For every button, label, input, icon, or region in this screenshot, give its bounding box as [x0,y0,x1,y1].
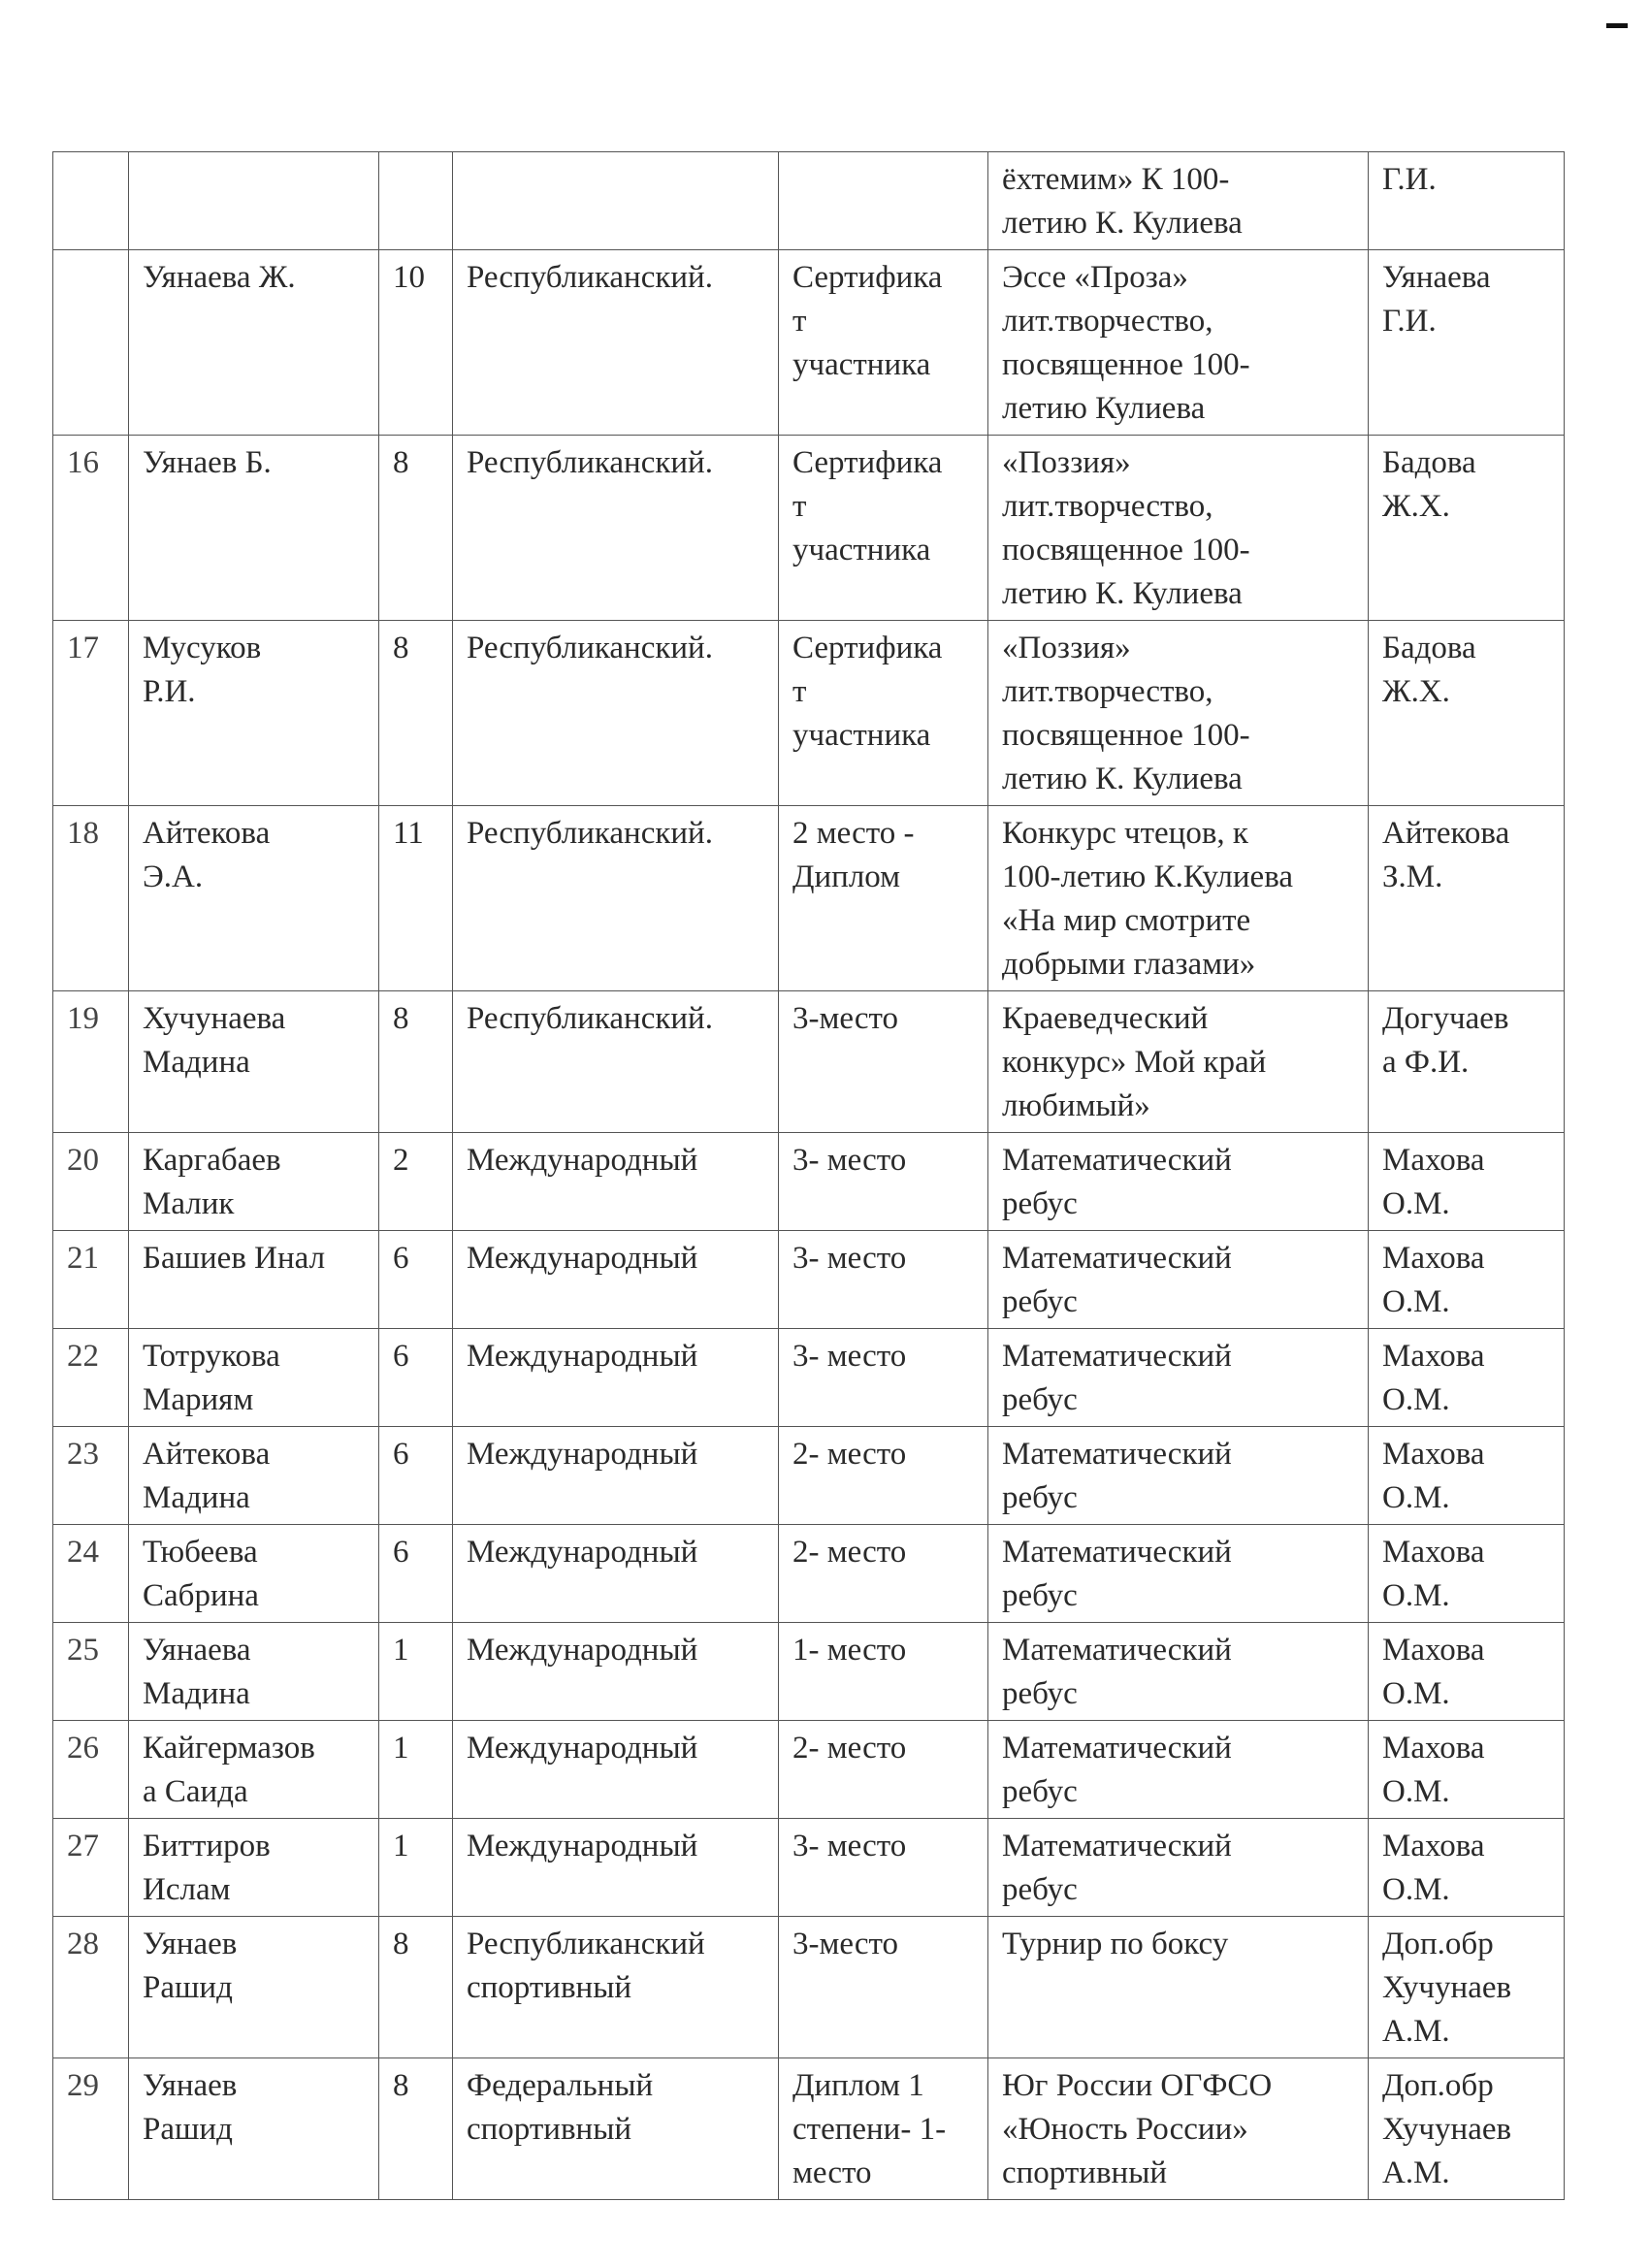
event-name-cell: «Поззия» лит.творчество, посвященное 100- летию К. Кулиева [988,436,1369,621]
event-name-cell: «Поззия» лит.творчество, посвященное 100- летию К. Кулиева [988,621,1369,806]
student-name-cell: Уянаев Рашид [129,1917,379,2058]
teacher-name-cell: Айтекова З.М. [1369,806,1565,991]
row-number-cell: 26 [53,1721,129,1819]
grade-cell: 1 [379,1623,453,1721]
result-cell: 3- место [779,1329,988,1427]
competition-level-cell: Республиканский. [453,991,779,1133]
competition-level-cell: Республиканский. [453,436,779,621]
row-number-cell: 17 [53,621,129,806]
student-name-cell [129,152,379,250]
table-row [53,991,1565,1133]
teacher-name-cell: Махова О.М. [1369,1819,1565,1917]
student-name-cell: Кайгермазов а Саида [129,1721,379,1819]
table-row [53,250,1565,436]
event-name-cell: Математический ребус [988,1133,1369,1231]
result-cell: 3- место [779,1133,988,1231]
student-name-cell: Биттиров Ислам [129,1819,379,1917]
table-row [53,152,1565,250]
grade-cell: 8 [379,436,453,621]
competition-level-cell: Федеральный спортивный [453,2058,779,2200]
competition-level-cell: Международный [453,1133,779,1231]
competition-level-cell: Республиканский спортивный [453,1917,779,2058]
result-cell: 2- место [779,1721,988,1819]
teacher-name-cell: Уянаева Г.И. [1369,250,1565,436]
grade-cell: 6 [379,1427,453,1525]
table-row [53,436,1565,621]
teacher-name-cell: Махова О.М. [1369,1623,1565,1721]
competition-level-cell [453,152,779,250]
table-row [53,1525,1565,1623]
teacher-name-cell: Догучаев а Ф.И. [1369,991,1565,1133]
row-number-cell: 20 [53,1133,129,1231]
competition-level-cell: Международный [453,1231,779,1329]
competition-level-cell: Республиканский. [453,621,779,806]
grade-cell: 1 [379,1819,453,1917]
row-number-cell: 23 [53,1427,129,1525]
result-cell: 3- место [779,1231,988,1329]
row-number-cell: 27 [53,1819,129,1917]
event-name-cell: Юг России ОГФСО «Юность России» спортивный [988,2058,1369,2200]
grade-cell: 8 [379,991,453,1133]
row-number-cell: 16 [53,436,129,621]
result-cell: 2 место - Диплом [779,806,988,991]
student-name-cell: Айтекова Э.А. [129,806,379,991]
table-row [53,1917,1565,2058]
grade-cell: 10 [379,250,453,436]
student-name-cell: Уянаев Рашид [129,2058,379,2200]
result-cell: 3- место [779,1819,988,1917]
grade-cell: 8 [379,2058,453,2200]
teacher-name-cell: Махова О.М. [1369,1427,1565,1525]
student-name-cell: Хучунаева Мадина [129,991,379,1133]
result-cell [779,152,988,250]
teacher-name-cell: Г.И. [1369,152,1565,250]
competition-level-cell: Международный [453,1427,779,1525]
row-number-cell: 19 [53,991,129,1133]
student-name-cell: Уянаева Ж. [129,250,379,436]
table-row [53,1819,1565,1917]
result-cell: Сертифика т участника [779,621,988,806]
student-name-cell: Каргабаев Малик [129,1133,379,1231]
table-body [53,152,1565,2200]
event-name-cell: Конкурс чтецов, к 100-летию К.Кулиева «На мир смотрите добрыми глазами» [988,806,1369,991]
grade-cell [379,152,453,250]
results-table [52,151,1565,2200]
grade-cell: 6 [379,1231,453,1329]
event-name-cell: ёхтемим» К 100- летию К. Кулиева [988,152,1369,250]
student-name-cell: Тотрукова Мариям [129,1329,379,1427]
teacher-name-cell: Доп.обр Хучунаев А.М. [1369,2058,1565,2200]
event-name-cell: Математический ребус [988,1721,1369,1819]
result-cell: Сертифика т участника [779,250,988,436]
row-number-cell: 24 [53,1525,129,1623]
competition-level-cell: Республиканский. [453,250,779,436]
result-cell: Сертифика т участника [779,436,988,621]
table-row [53,1231,1565,1329]
grade-cell: 8 [379,1917,453,2058]
event-name-cell: Математический ребус [988,1329,1369,1427]
teacher-name-cell: Доп.обр Хучунаев А.М. [1369,1917,1565,2058]
student-name-cell: Мусуков Р.И. [129,621,379,806]
result-cell: 2- место [779,1525,988,1623]
student-name-cell: Уянаева Мадина [129,1623,379,1721]
row-number-cell: 25 [53,1623,129,1721]
teacher-name-cell: Махова О.М. [1369,1721,1565,1819]
grade-cell: 1 [379,1721,453,1819]
grade-cell: 11 [379,806,453,991]
student-name-cell: Айтекова Мадина [129,1427,379,1525]
table-row [53,1329,1565,1427]
event-name-cell: Математический ребус [988,1819,1369,1917]
row-number-cell [53,250,129,436]
row-number-cell: 22 [53,1329,129,1427]
event-name-cell: Математический ребус [988,1525,1369,1623]
row-number-cell: 21 [53,1231,129,1329]
table-row [53,1133,1565,1231]
teacher-name-cell: Махова О.М. [1369,1133,1565,1231]
table-row [53,1427,1565,1525]
student-name-cell: Уянаев Б. [129,436,379,621]
result-cell: 1- место [779,1623,988,1721]
grade-cell: 6 [379,1525,453,1623]
result-cell: 3-место [779,1917,988,2058]
event-name-cell: Краеведческий конкурс» Мой край любимый» [988,991,1369,1133]
teacher-name-cell: Бадова Ж.Х. [1369,621,1565,806]
event-name-cell: Эссе «Проза» лит.творчество, посвященное 100- летию Кулиева [988,250,1369,436]
grade-cell: 2 [379,1133,453,1231]
teacher-name-cell: Бадова Ж.Х. [1369,436,1565,621]
teacher-name-cell: Махова О.М. [1369,1329,1565,1427]
result-cell: 2- место [779,1427,988,1525]
row-number-cell [53,152,129,250]
table-row [53,806,1565,991]
table-row [53,2058,1565,2200]
event-name-cell: Турнир по боксу [988,1917,1369,2058]
result-cell: Диплом 1 степени- 1- место [779,2058,988,2200]
corner-mark [1606,23,1628,28]
competition-level-cell: Международный [453,1525,779,1623]
event-name-cell: Математический ребус [988,1427,1369,1525]
competition-level-cell: Международный [453,1721,779,1819]
grade-cell: 6 [379,1329,453,1427]
row-number-cell: 18 [53,806,129,991]
competition-level-cell: Республиканский. [453,806,779,991]
table-row [53,1721,1565,1819]
competition-level-cell: Международный [453,1623,779,1721]
event-name-cell: Математический ребус [988,1623,1369,1721]
table-row [53,1623,1565,1721]
grade-cell: 8 [379,621,453,806]
student-name-cell: Башиев Инал [129,1231,379,1329]
table-row [53,621,1565,806]
teacher-name-cell: Махова О.М. [1369,1525,1565,1623]
result-cell: 3-место [779,991,988,1133]
student-name-cell: Тюбеева Сабрина [129,1525,379,1623]
competition-level-cell: Международный [453,1329,779,1427]
event-name-cell: Математический ребус [988,1231,1369,1329]
competition-level-cell: Международный [453,1819,779,1917]
row-number-cell: 28 [53,1917,129,2058]
teacher-name-cell: Махова О.М. [1369,1231,1565,1329]
row-number-cell: 29 [53,2058,129,2200]
